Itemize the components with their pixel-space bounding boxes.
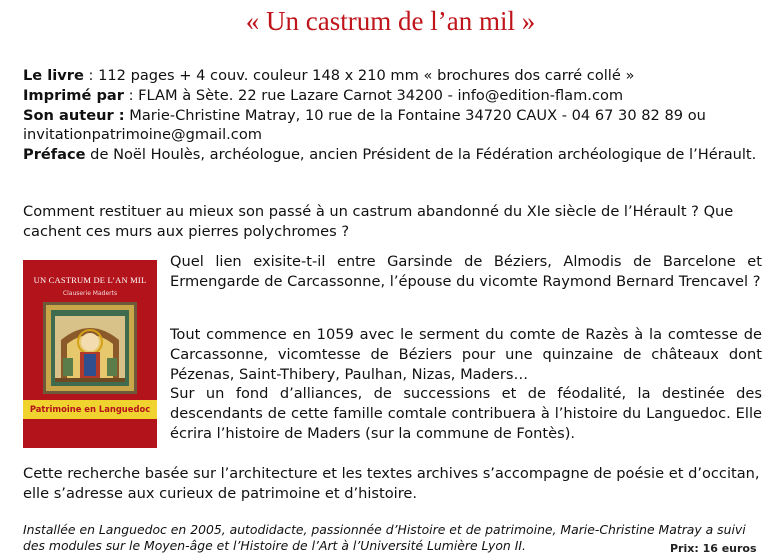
book-info xyxy=(23,66,771,165)
info-livre xyxy=(23,66,771,86)
info-auteur-label: Son auteur : xyxy=(23,106,125,124)
cover-band: Patrimoine en Languedoc xyxy=(23,400,157,419)
info-livre-text: : 112 pages + 4 couv. couleur 148 x 210 mm « brochures dos carré collé » xyxy=(83,67,635,84)
cover-author: Clauserie Maderts xyxy=(62,290,118,297)
info-livre-label: Le livre xyxy=(23,67,84,84)
info-preface-label: Préface xyxy=(23,146,86,164)
author-bio: Installée en Languedoc en 2005, autodidacte, passionnée d’Histoire et de patrimoine, Marie-Christine Matray a suivi des modules sur le Moyen-âge et l’Histoire de l’Art à l’Université Lumière Lyon II. xyxy=(23,522,746,553)
info-imprime-text: : FLAM à Sète. 22 rue Lazare Carnot 34200 - info@edition-flam.com xyxy=(123,86,624,104)
story-paragraph xyxy=(170,325,762,444)
page-title: « Un castrum de l’an mil » xyxy=(245,6,536,36)
research-paragraph: Cette recherche basée sur l’architecture et les textes archives s’accompagne de poésie et d’occitan, elle s’adresse aux curieux de patrimoine et d’histoire. xyxy=(23,465,760,502)
story-part2: Sur un fond d’alliances, de successions et de féodalité, la destinée des descendants de cette famille comtale contribuera à l’histoire du Languedoc. Elle écrira l’histoire de Maders (sur la commune de Fontès). xyxy=(170,385,762,442)
cover-title: UN CASTRUM DE L’AN MIL xyxy=(33,275,147,285)
price-label: Prix: 16 euros xyxy=(670,542,757,555)
info-preface-text: de Noël Houlès, archéologue, ancien Président de la Fédération archéologique de l’Hérault. xyxy=(85,146,757,164)
info-imprime xyxy=(23,86,771,106)
question-paragraph: Quel lien exisite-t-il entre Garsinde de Béziers, Almodis de Barcelone et Ermengarde de Carcassonne, l’épouse du vicomte Raymond Bernard Trencavel ? xyxy=(170,253,762,290)
book-cover xyxy=(23,260,157,448)
info-auteur-text: Marie-Christine Matray, 10 rue de la Fontaine 34720 CAUX - 04 67 30 82 89 ou invitationpatrimoine@gmail.com xyxy=(23,106,706,144)
story-part1: Tout commence en 1059 avec le serment du comte de Razès à la comtesse de Carcassonne, vicomtesse de Béziers pour une quinzaine de châteaux dont Pézenas, Saint-Thibery, Paulhan, Nizas, Maders… xyxy=(170,326,762,383)
intro-paragraph: Comment restituer au mieux son passé à un castrum abandonné du XIe siècle de l’Hérault ? Que cachent ces murs aux pierres polychromes ? xyxy=(23,203,734,240)
cover-illustration-icon xyxy=(43,302,137,394)
info-imprime-label: Imprimé par xyxy=(23,86,124,104)
info-preface xyxy=(23,145,771,165)
info-auteur xyxy=(23,106,771,146)
